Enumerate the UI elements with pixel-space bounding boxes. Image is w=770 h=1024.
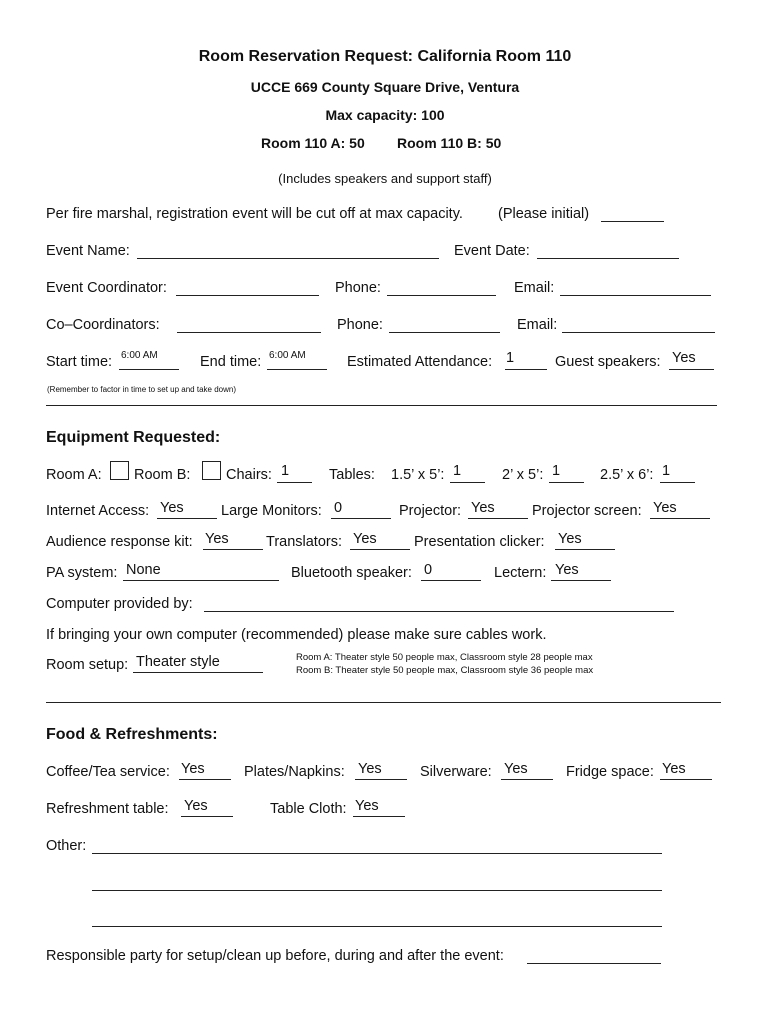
- event-date-field[interactable]: [537, 258, 679, 259]
- setup-note-room-a: Room A: Theater style 50 people max, Classroom style 28 people max: [296, 652, 593, 663]
- lectern-field[interactable]: [551, 580, 611, 581]
- projector-screen-value: Yes: [653, 500, 677, 516]
- pa-system-value: None: [126, 562, 161, 578]
- table-2x5-value: 1: [552, 463, 561, 479]
- setup-note-room-b: Room B: Theater style 50 people max, Classroom style 36 people max: [296, 665, 594, 676]
- room-b-checkbox[interactable]: [202, 461, 221, 480]
- co-coordinators-field[interactable]: [177, 332, 321, 333]
- own-computer-note: If bringing your own computer (recommended) please make sure cables work.: [46, 627, 547, 643]
- silverware-label: Silverware:: [420, 764, 492, 780]
- room-a-checkbox[interactable]: [110, 461, 129, 480]
- lectern-value: Yes: [555, 562, 579, 578]
- internet-value: Yes: [160, 500, 184, 516]
- table-2x5-field[interactable]: [549, 482, 584, 483]
- room-b-label: Room B:: [134, 467, 191, 483]
- initial-label: (Please initial): [498, 206, 590, 222]
- coordinator-label: Event Coordinator:: [46, 280, 167, 296]
- monitors-value: 0: [334, 500, 343, 516]
- clicker-label: Presentation clicker:: [414, 534, 545, 550]
- silverware-value: Yes: [504, 761, 528, 777]
- end-time-field[interactable]: [267, 369, 327, 370]
- bluetooth-label: Bluetooth speaker:: [291, 565, 412, 581]
- response-kit-field[interactable]: [203, 549, 263, 550]
- room-a-capacity: Room 110 A: 50: [261, 135, 365, 151]
- table-cloth-field[interactable]: [353, 816, 405, 817]
- coordinator-email-label: Email:: [514, 280, 555, 296]
- room-a-label: Room A:: [46, 467, 102, 483]
- setup-reminder: (Remember to factor in time to set up and take down): [47, 385, 236, 394]
- plates-field[interactable]: [355, 779, 407, 780]
- max-capacity: Max capacity: 100: [325, 107, 445, 123]
- pa-system-label: PA system:: [46, 565, 118, 581]
- responsible-party-label: Responsible party for setup/clean up before, during and after the event:: [46, 948, 504, 964]
- translators-field[interactable]: [350, 549, 410, 550]
- fridge-field[interactable]: [660, 779, 712, 780]
- start-time-field[interactable]: [119, 369, 179, 370]
- event-date-label: Event Date:: [454, 243, 530, 259]
- internet-label: Internet Access:: [46, 503, 150, 519]
- table-1-5x5-field[interactable]: [450, 482, 485, 483]
- chairs-value: 1: [281, 463, 290, 479]
- computer-label: Computer provided by:: [46, 596, 193, 612]
- fridge-value: Yes: [662, 761, 686, 777]
- tables-label: Tables:: [329, 467, 375, 483]
- end-time-label: End time:: [200, 354, 262, 370]
- address: UCCE 669 County Square Drive, Ventura: [250, 79, 520, 95]
- projector-screen-field[interactable]: [650, 518, 710, 519]
- table-2-5x6-value: 1: [662, 463, 671, 479]
- attendance-label: Estimated Attendance:: [347, 354, 493, 370]
- coordinator-email-field[interactable]: [560, 295, 711, 296]
- response-kit-label: Audience response kit:: [46, 534, 193, 550]
- plates-label: Plates/Napkins:: [244, 764, 345, 780]
- table-2-5x6-label: 2.5’ x 6’:: [600, 467, 654, 483]
- table-2x5-label: 2’ x 5’:: [502, 467, 544, 483]
- projector-screen-label: Projector screen:: [532, 503, 642, 519]
- translators-value: Yes: [353, 531, 377, 547]
- bluetooth-value: 0: [424, 562, 433, 578]
- co-phone-label: Phone:: [337, 317, 383, 333]
- table-cloth-value: Yes: [355, 798, 379, 814]
- guest-speakers-value: Yes: [672, 350, 696, 366]
- lectern-label: Lectern:: [494, 565, 547, 581]
- start-time-value: 6:00 AM: [121, 350, 158, 361]
- refreshment-table-label: Refreshment table:: [46, 801, 169, 817]
- event-name-label: Event Name:: [46, 243, 130, 259]
- table-cloth-label: Table Cloth:: [270, 801, 347, 817]
- room-setup-value: Theater style: [136, 654, 220, 670]
- chairs-field[interactable]: [277, 482, 312, 483]
- food-heading: Food & Refreshments:: [46, 726, 218, 743]
- pa-system-field[interactable]: [123, 580, 279, 581]
- coffee-field[interactable]: [179, 779, 231, 780]
- bluetooth-field[interactable]: [421, 580, 481, 581]
- attendance-value: 1: [506, 350, 515, 366]
- clicker-value: Yes: [558, 531, 582, 547]
- other-field-2[interactable]: [92, 890, 662, 891]
- fire-marshal-text: Per fire marshal, registration event will be cut off at max capacity.: [46, 206, 463, 222]
- table-2-5x6-field[interactable]: [660, 482, 695, 483]
- monitors-label: Large Monitors:: [221, 503, 322, 519]
- projector-value: Yes: [471, 500, 495, 516]
- clicker-field[interactable]: [555, 549, 615, 550]
- other-label: Other:: [46, 838, 87, 854]
- other-field-3[interactable]: [92, 926, 662, 927]
- event-name-field[interactable]: [137, 258, 439, 259]
- table-1-5x5-label: 1.5’ x 5’:: [391, 467, 445, 483]
- co-phone-field[interactable]: [389, 332, 500, 333]
- initial-field[interactable]: [601, 221, 664, 222]
- includes-note: (Includes speakers and support staff): [278, 171, 492, 186]
- equipment-heading: Equipment Requested:: [46, 429, 221, 446]
- guest-speakers-field[interactable]: [669, 369, 714, 370]
- guest-speakers-label: Guest speakers:: [555, 354, 661, 370]
- attendance-field[interactable]: [505, 369, 547, 370]
- coffee-value: Yes: [181, 761, 205, 777]
- co-email-label: Email:: [517, 317, 558, 333]
- projector-field[interactable]: [468, 518, 528, 519]
- end-time-value: 6:00 AM: [269, 350, 306, 361]
- fridge-label: Fridge space:: [566, 764, 654, 780]
- refreshment-table-value: Yes: [184, 798, 208, 814]
- refreshment-table-field[interactable]: [181, 816, 233, 817]
- responsible-party-field[interactable]: [527, 963, 661, 964]
- form-title: Room Reservation Request: California Room 110: [198, 48, 572, 65]
- divider: [46, 702, 721, 703]
- table-1-5x5-value: 1: [453, 463, 462, 479]
- coordinator-phone-label: Phone:: [335, 280, 381, 296]
- monitors-field[interactable]: [331, 518, 391, 519]
- coordinator-phone-field[interactable]: [387, 295, 496, 296]
- chairs-label: Chairs:: [226, 467, 272, 483]
- co-coordinators-label: Co–Coordinators:: [46, 317, 160, 333]
- other-field-1[interactable]: [92, 853, 662, 854]
- computer-field[interactable]: [204, 611, 674, 612]
- coordinator-field[interactable]: [176, 295, 319, 296]
- internet-field[interactable]: [157, 518, 217, 519]
- start-time-label: Start time:: [46, 354, 113, 370]
- room-setup-label: Room setup:: [46, 657, 129, 673]
- response-kit-value: Yes: [205, 531, 229, 547]
- projector-label: Projector:: [399, 503, 462, 519]
- co-email-field[interactable]: [562, 332, 715, 333]
- translators-label: Translators:: [266, 534, 343, 550]
- room-b-capacity: Room 110 B: 50: [397, 135, 502, 151]
- plates-value: Yes: [358, 761, 382, 777]
- divider: [46, 405, 717, 406]
- coffee-label: Coffee/Tea service:: [46, 764, 170, 780]
- room-setup-field[interactable]: [133, 672, 263, 673]
- silverware-field[interactable]: [501, 779, 553, 780]
